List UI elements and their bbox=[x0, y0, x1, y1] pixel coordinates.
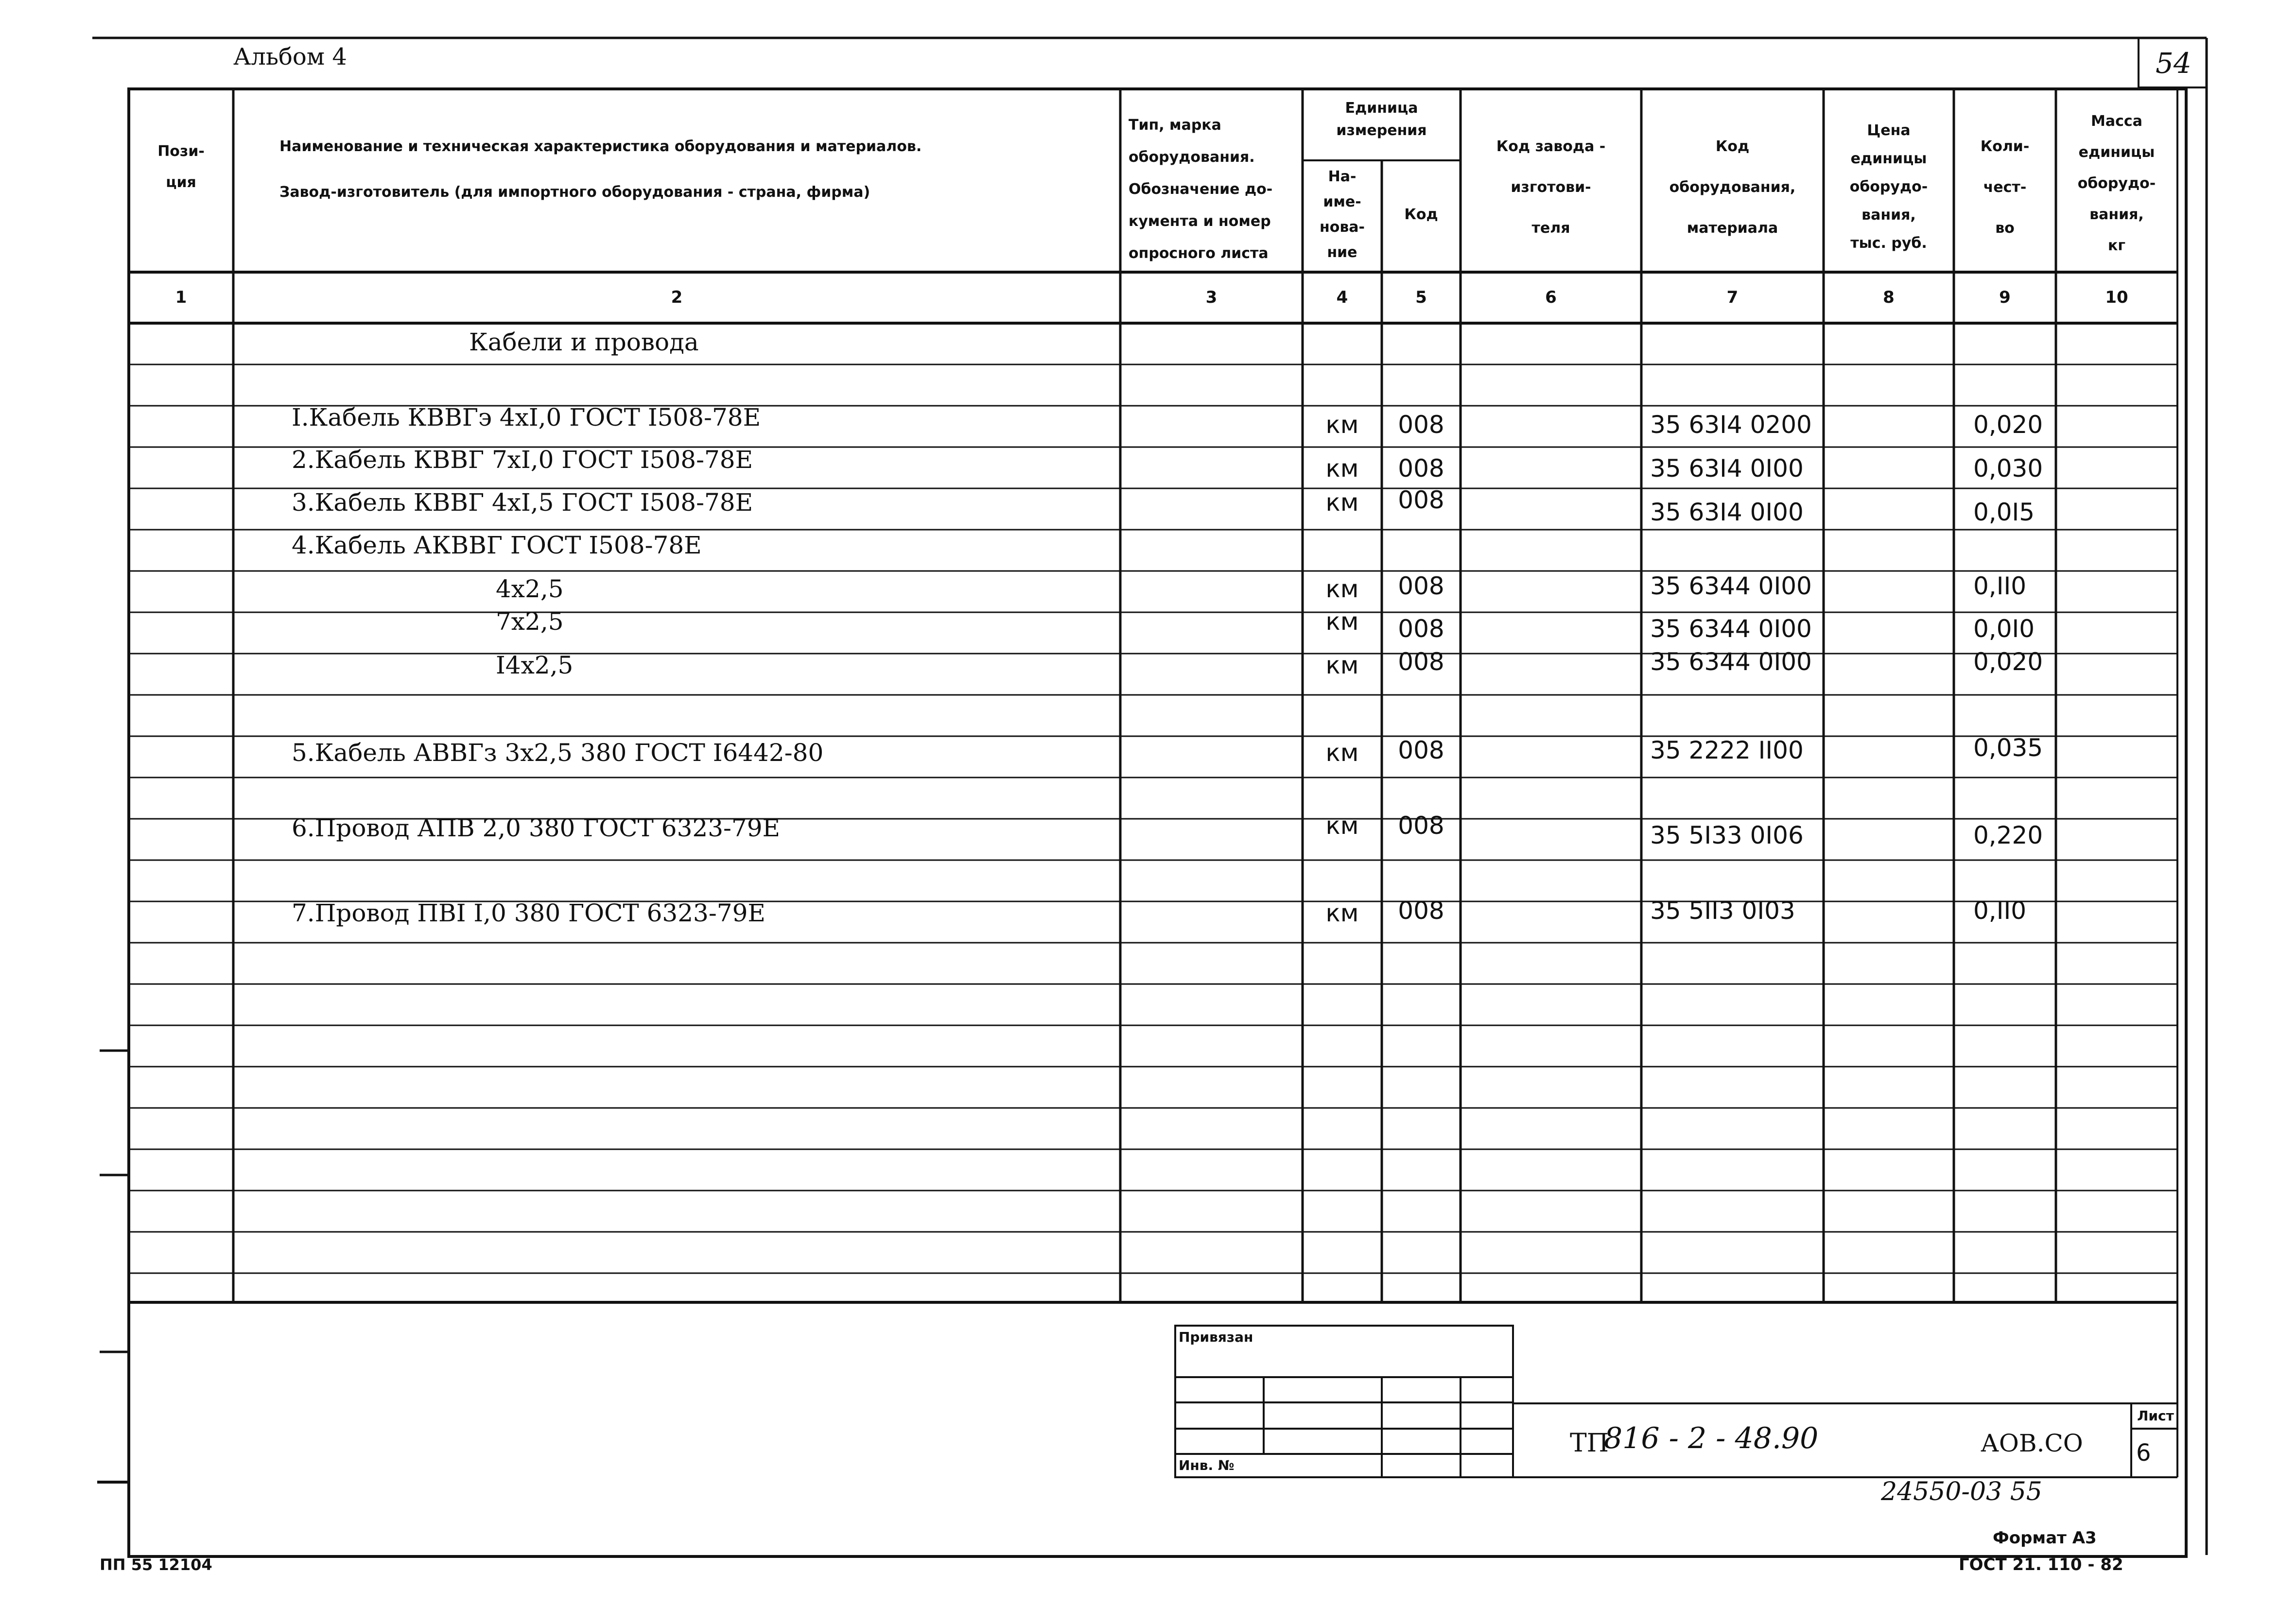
item-material-code: 35 63I4 0200 bbox=[1650, 411, 1812, 439]
item-name: 3.Кабель КВВГ 4хI,5 ГОСТ I508-78Е bbox=[292, 488, 753, 517]
column-number: 8 bbox=[1883, 288, 1895, 307]
header-col2-line1: Наименование и техническая характеристика оборудования и материалов. bbox=[279, 138, 922, 155]
item-quantity: 0,220 bbox=[1973, 821, 2043, 849]
sheet-value: 6 bbox=[2136, 1439, 2151, 1467]
header-col1-line2: ция bbox=[166, 174, 196, 191]
item-unit-code: 008 bbox=[1398, 572, 1444, 600]
item-name: 6.Провод АПВ 2,0 380 ГОСТ 6323-79Е bbox=[292, 814, 781, 842]
item-unit-code: 008 bbox=[1398, 454, 1444, 483]
header-col8 bbox=[1824, 117, 1954, 258]
item-unit: км bbox=[1325, 651, 1359, 679]
header-col4-line2: име- bbox=[1323, 193, 1361, 210]
header-col4 bbox=[1303, 164, 1382, 265]
header-col3 bbox=[1129, 109, 1272, 270]
item-quantity: 0,II0 bbox=[1973, 572, 2027, 600]
item-name: 7х2,5 bbox=[496, 607, 564, 636]
left-code-label: ПП 55 12104 bbox=[100, 1555, 212, 1574]
item-quantity: 0,0I0 bbox=[1973, 615, 2035, 643]
column-number: 1 bbox=[175, 288, 187, 307]
header-col9 bbox=[1954, 126, 2056, 249]
format-label: Формат А3 bbox=[1993, 1528, 2097, 1548]
item-unit: км bbox=[1325, 607, 1359, 636]
doc-code: АОВ.СО bbox=[1981, 1429, 2083, 1457]
gost-label: ГОСТ 21. 110 - 82 bbox=[1959, 1555, 2123, 1574]
header-col4-line3: нова- bbox=[1319, 219, 1365, 236]
item-unit-code: 008 bbox=[1398, 812, 1444, 840]
item-quantity: 0,020 bbox=[1973, 648, 2043, 676]
header-unit-group bbox=[1303, 97, 1461, 142]
header-col10 bbox=[2056, 106, 2177, 261]
header-col5: Код bbox=[1404, 206, 1438, 223]
album-title: Альбом 4 bbox=[233, 43, 347, 70]
item-name: 2.Кабель КВВГ 7хI,0 ГОСТ I508-78Е bbox=[292, 446, 753, 474]
header-col9-line1: Коли- bbox=[1980, 138, 2030, 155]
item-unit: км bbox=[1325, 488, 1359, 517]
item-quantity: 0,II0 bbox=[1973, 897, 2027, 925]
header-col8-line2: единицы bbox=[1850, 150, 1927, 167]
item-quantity: 0,0I5 bbox=[1973, 498, 2035, 526]
item-material-code: 35 5II3 0I03 bbox=[1650, 897, 1795, 925]
header-col9-line3: во bbox=[1995, 220, 2015, 237]
doc-number: 816 - 2 - 48.90 bbox=[1604, 1421, 1819, 1455]
item-unit-code: 008 bbox=[1398, 486, 1444, 514]
stamp-inv-no: Инв. № bbox=[1179, 1457, 1235, 1473]
header-col6 bbox=[1461, 126, 1641, 249]
header-col7-line1: Код bbox=[1715, 138, 1750, 155]
item-unit-code: 008 bbox=[1398, 736, 1444, 764]
doc-prefix: ТП bbox=[1570, 1429, 1609, 1458]
section-heading: Кабели и провода bbox=[469, 328, 699, 356]
header-col2 bbox=[279, 131, 922, 208]
item-unit: км bbox=[1325, 739, 1359, 767]
item-unit: км bbox=[1325, 454, 1359, 483]
item-material-code: 35 6344 0I00 bbox=[1650, 615, 1812, 643]
page-number: 54 bbox=[2156, 47, 2192, 80]
sheet-label: Лист bbox=[2137, 1408, 2174, 1424]
column-number: 4 bbox=[1336, 288, 1348, 307]
column-number: 7 bbox=[1726, 288, 1739, 307]
header-col10-line3: оборудо- bbox=[2077, 175, 2156, 192]
item-material-code: 35 5I33 0I06 bbox=[1650, 821, 1804, 849]
header-col6-line2: изготови- bbox=[1511, 179, 1591, 196]
header-col2-line2: Завод-изготовитель (для импортного оборудования - страна, фирма) bbox=[279, 184, 870, 201]
item-material-code: 35 63I4 0I00 bbox=[1650, 454, 1804, 483]
header-col6-line3: теля bbox=[1531, 220, 1570, 237]
item-unit: км bbox=[1325, 899, 1359, 927]
header-col6-line1: Код завода - bbox=[1496, 138, 1606, 155]
item-unit-code: 008 bbox=[1398, 411, 1444, 439]
header-col3-line3: Обозначение до- bbox=[1129, 181, 1273, 198]
header-col1 bbox=[129, 136, 233, 198]
header-col10-line1: Масса bbox=[2091, 113, 2142, 130]
header-col10-line5: кг bbox=[2107, 237, 2126, 254]
item-name: 4.Кабель АКВВГ ГОСТ I508-78Е bbox=[292, 531, 702, 559]
item-name: 5.Кабель АВВГз 3х2,5 380 ГОСТ I6442-80 bbox=[292, 739, 824, 767]
header-col10-line2: единицы bbox=[2078, 144, 2155, 161]
item-unit: км bbox=[1325, 812, 1359, 840]
item-name: 7.Провод ПВI I,0 380 ГОСТ 6323-79Е bbox=[292, 899, 765, 927]
header-col3-line5: опросного листа bbox=[1129, 245, 1269, 262]
header-col10-line4: вания, bbox=[2089, 206, 2144, 223]
item-unit-code: 008 bbox=[1398, 648, 1444, 676]
header-col7-line2: оборудования, bbox=[1669, 179, 1796, 196]
item-name: I.Кабель КВВГэ 4хI,0 ГОСТ I508-78Е bbox=[292, 403, 761, 432]
column-number: 9 bbox=[1999, 288, 2011, 307]
header-col3-line2: оборудования. bbox=[1129, 149, 1255, 166]
column-number: 3 bbox=[1205, 288, 1218, 307]
column-number: 6 bbox=[1545, 288, 1557, 307]
header-col7 bbox=[1641, 126, 1824, 249]
header-col1-line1: Пози- bbox=[157, 143, 205, 160]
item-unit-code: 008 bbox=[1398, 615, 1444, 643]
archive-number: 24550-03 55 bbox=[1881, 1477, 2042, 1506]
header-col3-line1: Тип, марка bbox=[1129, 117, 1221, 134]
stamp-privyazan: Привязан bbox=[1179, 1329, 1253, 1345]
header-col8-line1: Цена bbox=[1867, 122, 1911, 139]
item-material-code: 35 63I4 0I00 bbox=[1650, 498, 1804, 526]
header-col3-line4: кумента и номер bbox=[1129, 213, 1271, 230]
item-material-code: 35 2222 II00 bbox=[1650, 736, 1804, 764]
item-material-code: 35 6344 0I00 bbox=[1650, 648, 1812, 676]
header-col8-line5: тыс. руб. bbox=[1850, 235, 1927, 252]
item-unit: км bbox=[1325, 575, 1359, 603]
item-name: I4х2,5 bbox=[496, 651, 574, 679]
column-number: 2 bbox=[671, 288, 683, 307]
header-col7-line3: материала bbox=[1687, 220, 1778, 237]
header-col4-line1: На- bbox=[1328, 168, 1357, 185]
item-name: 4х2,5 bbox=[496, 575, 564, 603]
column-number: 10 bbox=[2105, 288, 2128, 307]
item-unit-code: 008 bbox=[1398, 897, 1444, 925]
header-col4-line4: ние bbox=[1327, 244, 1357, 261]
item-material-code: 35 6344 0I00 bbox=[1650, 572, 1812, 600]
column-number: 5 bbox=[1415, 288, 1427, 307]
header-unit-group-line2: измерения bbox=[1336, 122, 1427, 139]
header-col9-line2: чест- bbox=[1983, 179, 2027, 196]
item-quantity: 0,035 bbox=[1973, 734, 2043, 762]
header-unit-group-line1: Единица bbox=[1345, 100, 1418, 117]
item-quantity: 0,020 bbox=[1973, 411, 2043, 439]
item-unit: км bbox=[1325, 411, 1359, 439]
item-quantity: 0,030 bbox=[1973, 454, 2043, 483]
header-col8-line4: вания, bbox=[1861, 207, 1916, 224]
header-col8-line3: оборудо- bbox=[1849, 178, 1928, 195]
